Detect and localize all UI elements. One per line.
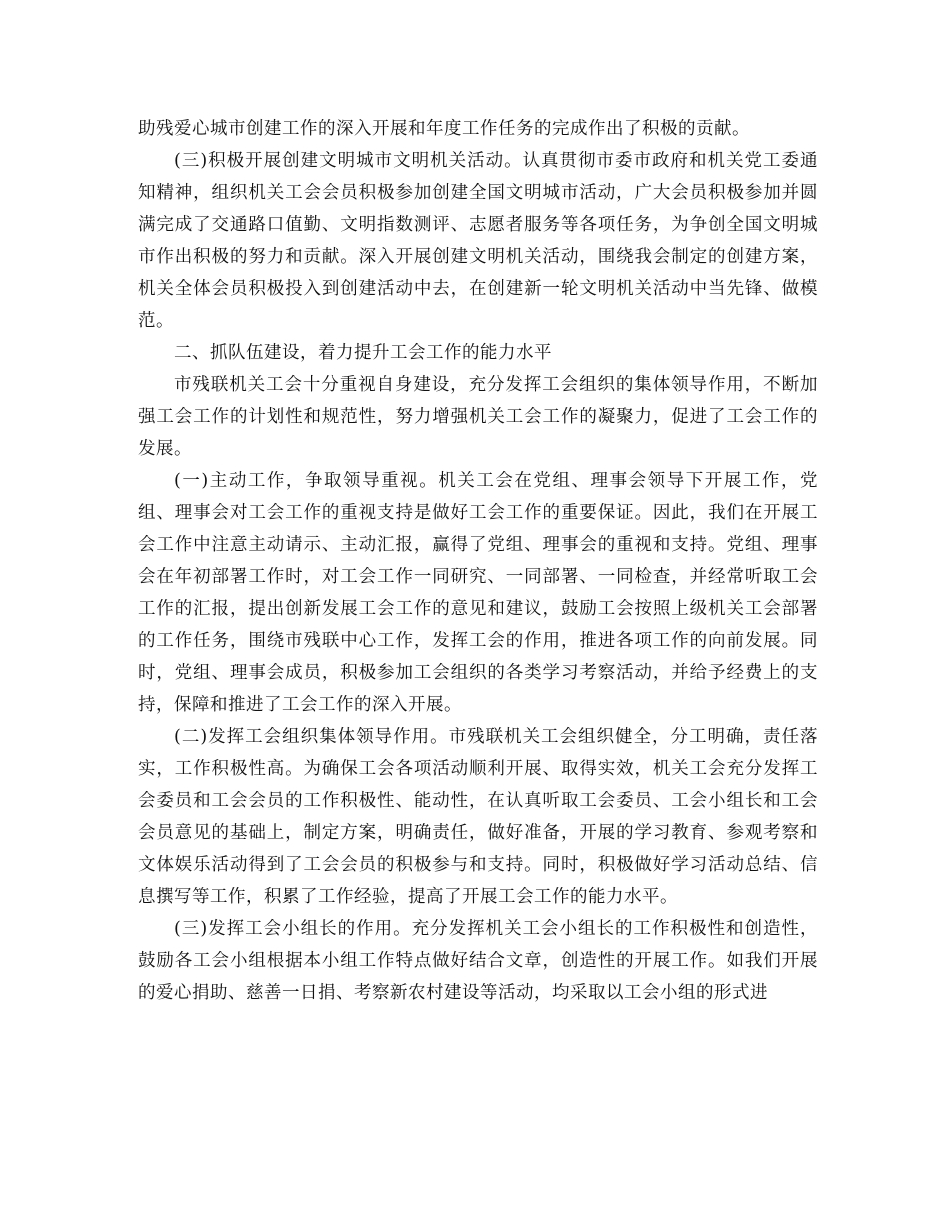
paragraph-continuation: 助残爱心城市创建工作的深入开展和年度工作任务的完成作出了积极的贡献。 [138, 119, 750, 139]
paragraph-civilized-city: (三)积极开展创建文明城市文明机关活动。认真贯彻市委市政府和机关党工委通知精神，组织机关工会会员积极参加创建全国文明城市活动，广大会员积极参加并圆满完成了交通路口值勤、文明指数测评、志愿者服务等各项任务，为争创全国文明城市作出积极的努力和贡献。深入开展创建文明机关活动，围绕我会制定的创建方案，机关全体会员积极投入到创建活动中去，在创建新一轮文明机关活动中当先锋、做模范。 [138, 151, 818, 331]
section-heading-team-building: 二、抓队伍建设，着力提升工会工作的能力水平 [174, 343, 552, 363]
paragraph-leadership-support: (一)主动工作，争取领导重视。机关工会在党组、理事会领导下开展工作，党组、理事会对工会工作的重视支持是做好工会工作的重要保证。因此，我们在开展工会工作中注意主动请示、主动汇报，赢得了党组、理事会的重视和支持。党组、理事会在年初部署工作时，对工会工作一同研究、一同部署、一同检查，并经常听取工会工作的汇报，提出创新发展工会工作的意见和建议，鼓励工会按照上级机关工会部署的工作任务，围绕市残联中心工作，发挥工会的作用，推进各项工作的向前发展。同时，党组、理事会成员，积极参加工会组织的各类学习考察活动，并给予经费上的支持，保障和推进了工会工作的深入开展。 [138, 471, 818, 715]
document-body [138, 113, 818, 1009]
paragraph-collective-leadership: (二)发挥工会组织集体领导作用。市残联机关工会组织健全，分工明确，责任落实，工作积极性高。为确保工会各项活动顺利开展、取得实效，机关工会充分发挥工会委员和工会会员的工作积极性、能动性，在认真听取工会委员、工会小组长和工会会员意见的基础上，制定方案，明确责任，做好准备，开展的学习教育、参观考察和文体娱乐活动得到了工会会员的积极参与和支持。同时，积极做好学习活动总结、信息撰写等工作，积累了工作经验，提高了开展工会工作的能力水平。 [138, 727, 818, 907]
paragraph-group-leaders: (三)发挥工会小组长的作用。充分发挥机关工会小组长的工作积极性和创造性，鼓励各工会小组根据本小组工作特点做好结合文章，创造性的开展工作。如我们开展的爱心捐助、慈善一日捐、考察新农村建设等活动，均采取以工会小组的形式进 [138, 919, 818, 1003]
paragraph-self-building: 市残联机关工会十分重视自身建设，充分发挥工会组织的集体领导作用，不断加强工会工作的计划性和规范性，努力增强机关工会工作的凝聚力，促进了工会工作的发展。 [138, 375, 818, 459]
